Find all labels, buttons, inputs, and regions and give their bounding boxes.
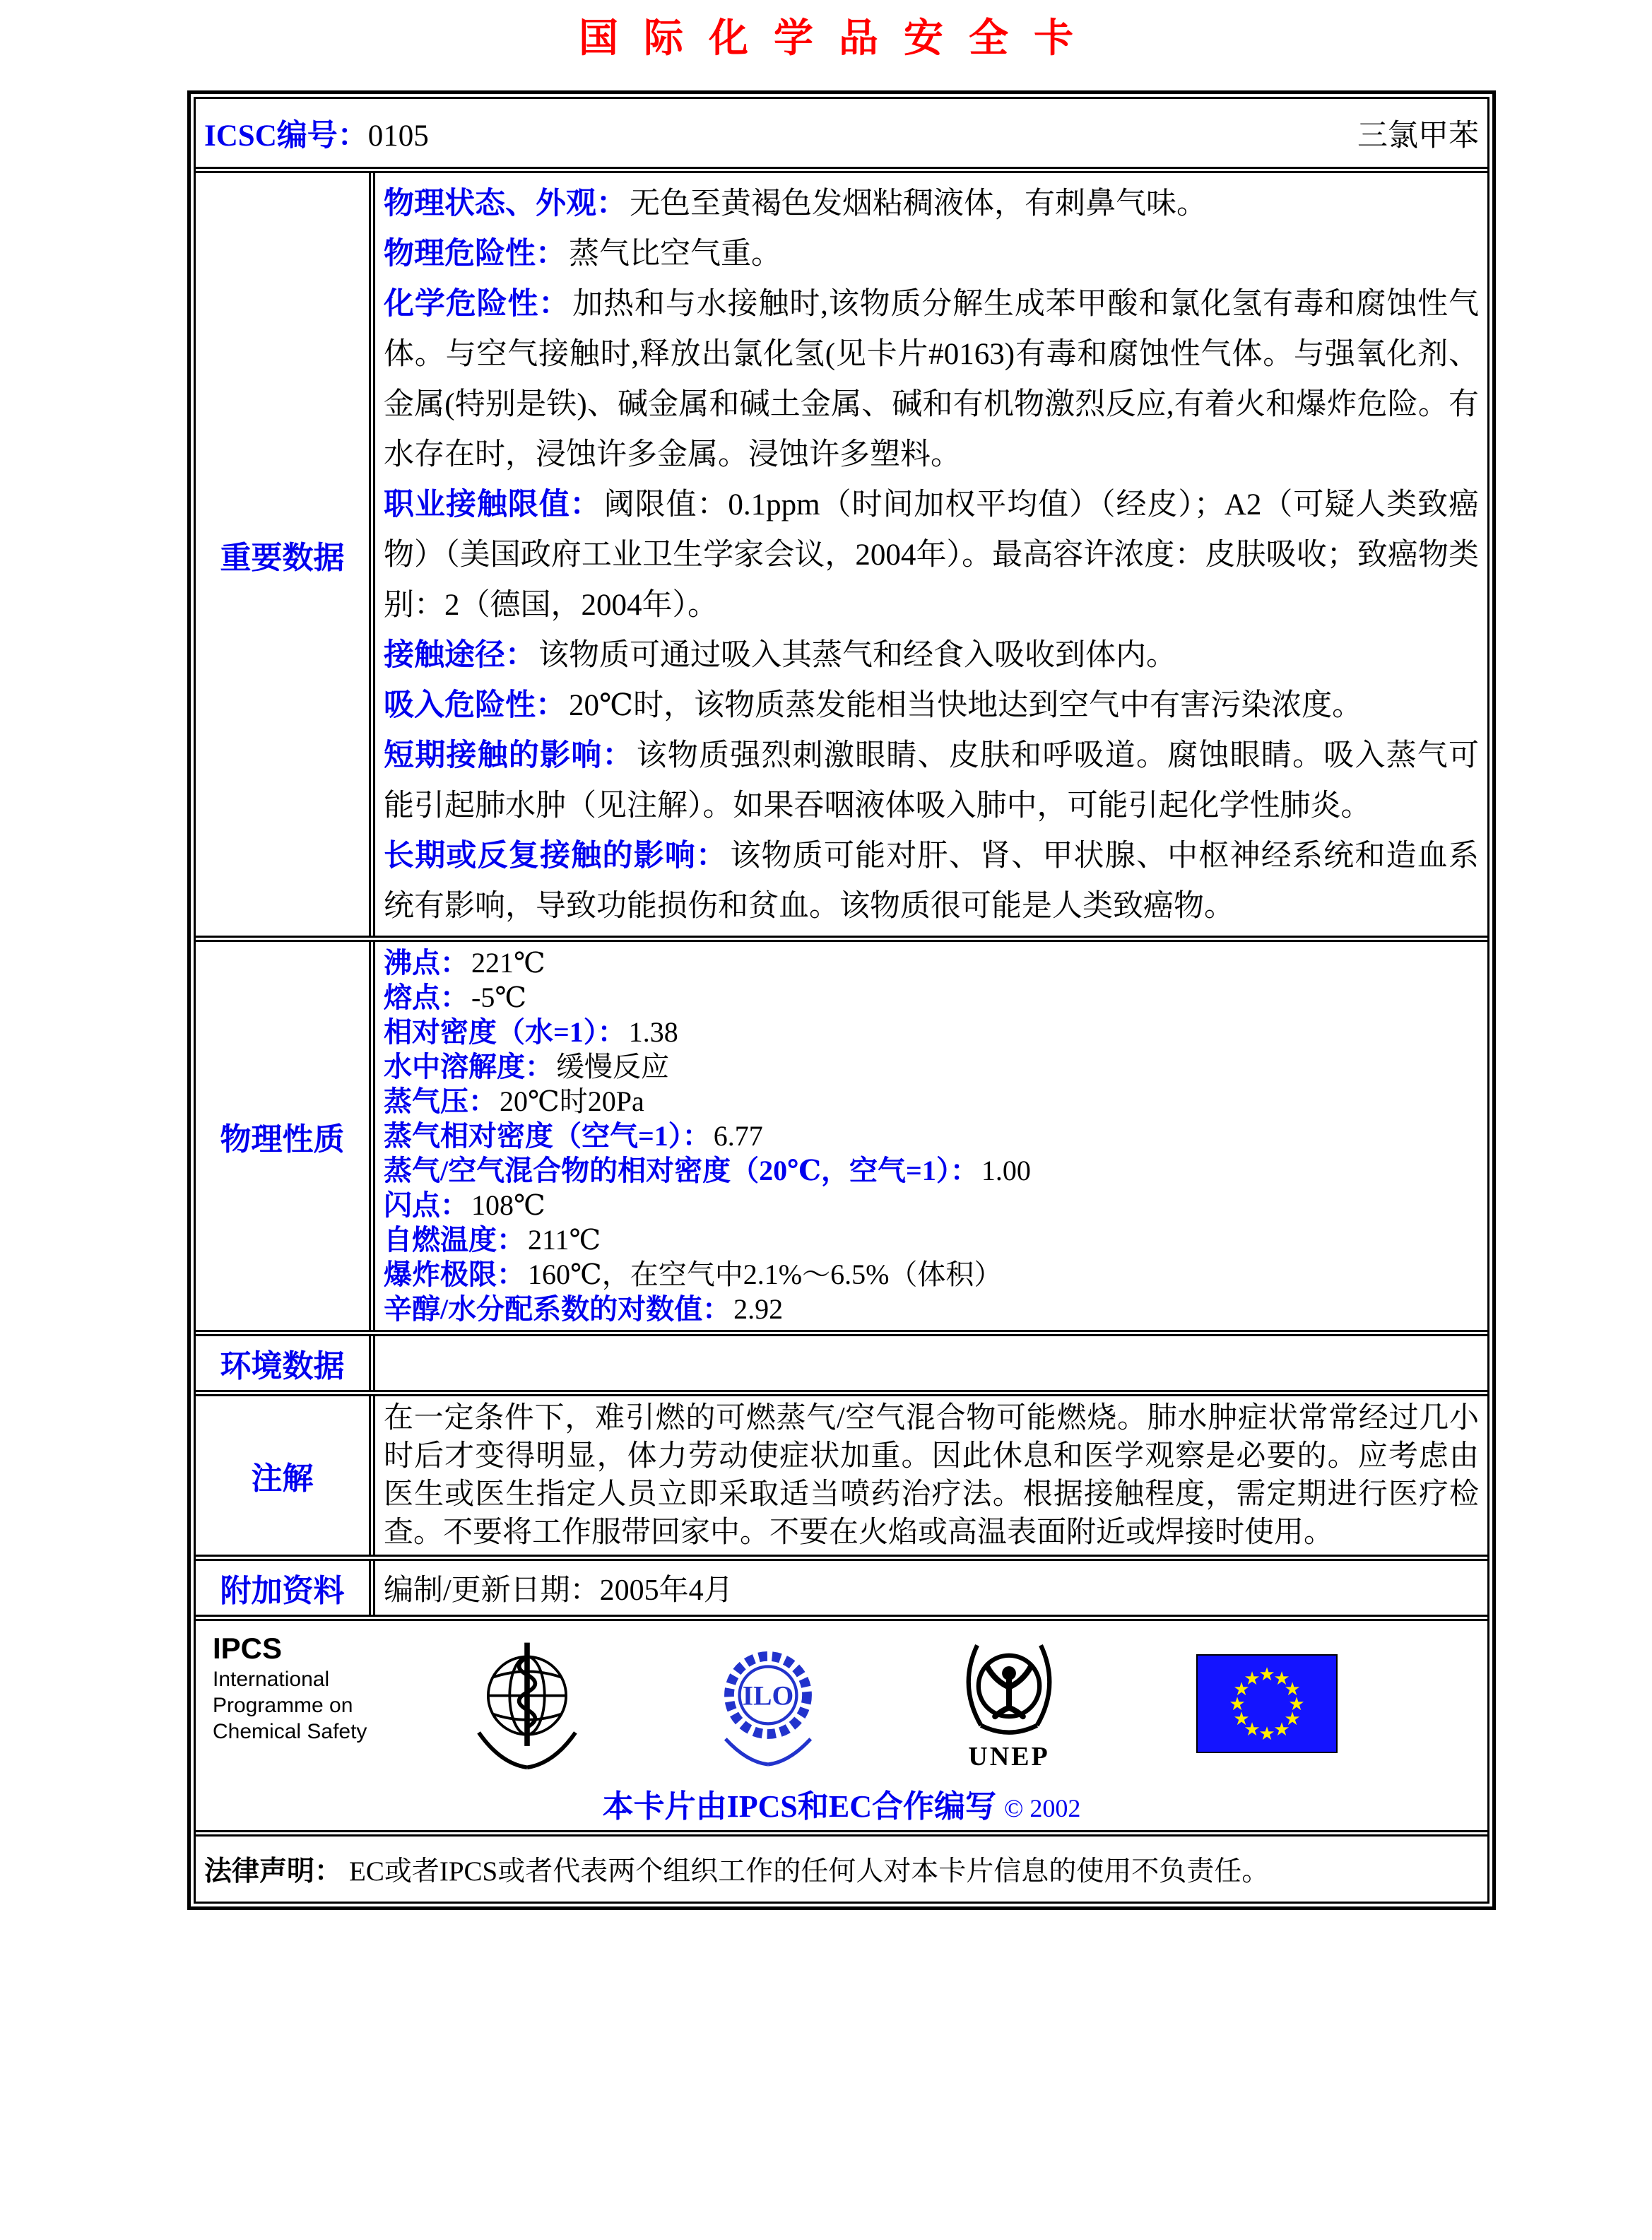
field-label: 吸入危险性： bbox=[384, 689, 566, 722]
field-value: 该物质可能对肝、肾、甲状腺、中枢神经系统和造血系统有影响，导致功能损伤和贫血。该物质很可能是人类致癌物。 bbox=[384, 839, 1480, 923]
physical-property-item bbox=[384, 1188, 1479, 1222]
icsc-number-value: 0105 bbox=[367, 119, 429, 153]
ipcs-subtitle-line1: International bbox=[213, 1668, 330, 1691]
icsc-number-label: ICSC编号： bbox=[204, 119, 368, 153]
icsc-card bbox=[187, 90, 1496, 1910]
field-value: 108℃ bbox=[471, 1189, 545, 1221]
field-label: 化学危险性： bbox=[384, 288, 570, 321]
physical-property-item bbox=[384, 1153, 1479, 1188]
important-data-item bbox=[384, 480, 1479, 630]
physical-property-item bbox=[384, 1119, 1479, 1153]
environmental-data-label: 环境数据 bbox=[196, 1336, 375, 1390]
field-value: 阈限值：0.1ppm（时间加权平均值）（经皮）；A2（可疑人类致癌物）（美国政府工业卫生学家会议，2004年）。最高容许浓度：皮肤吸收；致癌物类别：2（德国，2004年）。 bbox=[384, 488, 1480, 622]
svg-text:★: ★ bbox=[1233, 1709, 1250, 1730]
svg-text:★: ★ bbox=[1258, 1723, 1275, 1745]
cooperation-caption bbox=[196, 1781, 1487, 1826]
important-data-content bbox=[375, 173, 1487, 936]
physical-property-item bbox=[384, 1292, 1479, 1326]
field-label: 水中溶解度： bbox=[384, 1051, 553, 1083]
field-label: 蒸气压： bbox=[384, 1085, 497, 1117]
important-data-item bbox=[384, 630, 1479, 680]
legal-statement-row bbox=[196, 1830, 1487, 1902]
field-label: 爆炸极限： bbox=[384, 1258, 525, 1290]
field-label: 自燃温度： bbox=[384, 1224, 525, 1256]
field-value: 6.77 bbox=[713, 1120, 763, 1152]
field-label: 蒸气相对密度（空气=1）： bbox=[384, 1120, 711, 1152]
important-data-row bbox=[196, 167, 1487, 936]
important-data-item bbox=[384, 279, 1479, 480]
svg-text:★: ★ bbox=[1244, 1719, 1261, 1740]
legal-label: 法律声明： bbox=[204, 1856, 343, 1887]
physical-properties-row bbox=[196, 936, 1487, 1330]
organizations-row bbox=[196, 1615, 1487, 1830]
field-value: 20℃时20Pa bbox=[500, 1085, 644, 1117]
physical-properties-label: 物理性质 bbox=[196, 942, 375, 1330]
who-logo-icon bbox=[460, 1632, 594, 1776]
important-data-label: 重要数据 bbox=[196, 173, 375, 936]
field-value: 20℃时，该物质蒸发能相当快地达到空气中有害污染浓度。 bbox=[569, 689, 1363, 722]
update-date-value: 2005年4月 bbox=[599, 1574, 733, 1607]
notes-row bbox=[196, 1390, 1487, 1555]
field-value: 221℃ bbox=[471, 947, 545, 979]
important-data-item bbox=[384, 229, 1479, 279]
important-data-item bbox=[384, 831, 1479, 931]
card-number-row bbox=[196, 99, 1487, 167]
svg-text:★: ★ bbox=[1233, 1679, 1250, 1700]
field-value: 该物质强烈刺激眼睛、皮肤和呼吸道。腐蚀眼睛。吸入蒸气可能引起肺水肿（见注解）。如果吞咽液体吸入肺中，可能引起化学性肺炎。 bbox=[384, 739, 1480, 823]
physical-property-item bbox=[384, 1257, 1479, 1292]
field-value: 1.38 bbox=[628, 1016, 678, 1048]
additional-info-row bbox=[196, 1555, 1487, 1615]
ipcs-block bbox=[213, 1631, 411, 1745]
field-label: 相对密度（水=1）： bbox=[384, 1016, 626, 1048]
eu-flag-icon bbox=[1196, 1654, 1338, 1753]
svg-text:★: ★ bbox=[1258, 1664, 1275, 1685]
field-value: 无色至黄褐色发烟粘稠液体，有刺鼻气味。 bbox=[630, 187, 1207, 220]
svg-text:★: ★ bbox=[1273, 1668, 1290, 1690]
field-value: 160℃，在空气中2.1%～6.5%（体积） bbox=[528, 1258, 1003, 1290]
page-title: 国际化学品安全卡 bbox=[579, 17, 1099, 61]
notes-content: 在一定条件下，难引燃的可燃蒸气/空气混合物可能燃烧。肺水肿症状常常经过几小时后才变得明显，体力劳动使症状加重。因此休息和医学观察是必要的。应考虑由医生或医生指定人员立即采取适当喷药治疗法。根据接触程度，需定期进行医疗检查。不要将工作服带回家中。不要在火焰或高温表面附近或焊接时使用。 bbox=[384, 1402, 1479, 1549]
field-label: 辛醇/水分配系数的对数值： bbox=[384, 1293, 731, 1325]
field-label: 物理状态、外观： bbox=[384, 187, 627, 220]
field-value: 211℃ bbox=[528, 1224, 601, 1256]
physical-properties-content bbox=[375, 942, 1487, 1330]
icsc-number bbox=[204, 112, 429, 155]
svg-text:★: ★ bbox=[1229, 1694, 1246, 1715]
field-value: 蒸气比空气重。 bbox=[569, 237, 781, 271]
ipcs-subtitle-line2: Programme on bbox=[213, 1694, 353, 1717]
environmental-data-row bbox=[196, 1330, 1487, 1390]
update-date-label: 编制/更新日期： bbox=[384, 1574, 600, 1607]
field-value: 1.00 bbox=[981, 1155, 1031, 1186]
field-label: 接触途径： bbox=[384, 639, 536, 672]
field-value: 加热和与水接触时,该物质分解生成苯甲酸和氯化氢有毒和腐蚀性气体。与空气接触时,释放出氯化氢(见卡片#0163)有毒和腐蚀性气体。与强氧化剂、金属(特别是铁)、碱金属和碱土金属、碱和有机物激烈反应,有着火和爆炸危险。有水存在时，浸蚀许多金属。浸蚀许多塑料。 bbox=[384, 288, 1480, 471]
physical-property-item bbox=[384, 980, 1479, 1015]
field-label: 短期接触的影响： bbox=[384, 739, 634, 772]
field-label: 闪点： bbox=[384, 1189, 468, 1221]
ilo-letters: ILO bbox=[742, 1680, 794, 1711]
svg-text:★: ★ bbox=[1244, 1668, 1261, 1690]
ilo-logo-icon bbox=[707, 1637, 829, 1771]
field-value: 该物质可通过吸入其蒸气和经食入吸收到体内。 bbox=[538, 639, 1176, 672]
additional-info-label: 附加资料 bbox=[196, 1561, 375, 1615]
notes-label: 注解 bbox=[196, 1396, 375, 1555]
field-value: 2.92 bbox=[733, 1293, 784, 1325]
svg-text:★: ★ bbox=[1288, 1694, 1305, 1715]
field-value: -5℃ bbox=[471, 982, 527, 1013]
caption-text: 本卡片由IPCS和EC合作编写 bbox=[602, 1789, 996, 1824]
field-label: 物理危险性： bbox=[384, 237, 566, 271]
physical-property-item bbox=[384, 1084, 1479, 1119]
environmental-data-content bbox=[375, 1336, 1487, 1390]
svg-text:★: ★ bbox=[1284, 1679, 1301, 1700]
physical-property-item bbox=[384, 945, 1479, 980]
physical-property-item bbox=[384, 1015, 1479, 1049]
svg-text:★: ★ bbox=[1273, 1719, 1290, 1740]
copyright-text: © 2002 bbox=[1004, 1794, 1081, 1822]
unep-label: UNEP bbox=[968, 1741, 1050, 1772]
field-value: 缓慢反应 bbox=[556, 1051, 669, 1083]
important-data-item bbox=[384, 179, 1479, 229]
important-data-item bbox=[384, 731, 1479, 831]
physical-property-item bbox=[384, 1049, 1479, 1084]
field-label: 蒸气/空气混合物的相对密度（20℃，空气=1）： bbox=[384, 1155, 979, 1186]
ipcs-subtitle-line3: Chemical Safety bbox=[213, 1720, 367, 1743]
legal-text: EC或者IPCS或者代表两个组织工作的任何人对本卡片信息的使用不负责任。 bbox=[349, 1856, 1270, 1887]
additional-info-content bbox=[375, 1561, 1487, 1615]
physical-property-item bbox=[384, 1222, 1479, 1257]
field-label: 沸点： bbox=[384, 947, 468, 979]
chemical-name: 三氯甲苯 bbox=[1357, 119, 1479, 153]
field-label: 熔点： bbox=[384, 982, 468, 1013]
svg-text:★: ★ bbox=[1284, 1709, 1301, 1730]
field-label: 长期或反复接触的影响： bbox=[384, 839, 728, 873]
unep-logo-icon bbox=[945, 1636, 1073, 1742]
field-label: 职业接触限值： bbox=[384, 488, 601, 521]
important-data-item bbox=[384, 680, 1479, 731]
ipcs-title: IPCS bbox=[213, 1632, 283, 1665]
unep-logo bbox=[945, 1636, 1073, 1772]
